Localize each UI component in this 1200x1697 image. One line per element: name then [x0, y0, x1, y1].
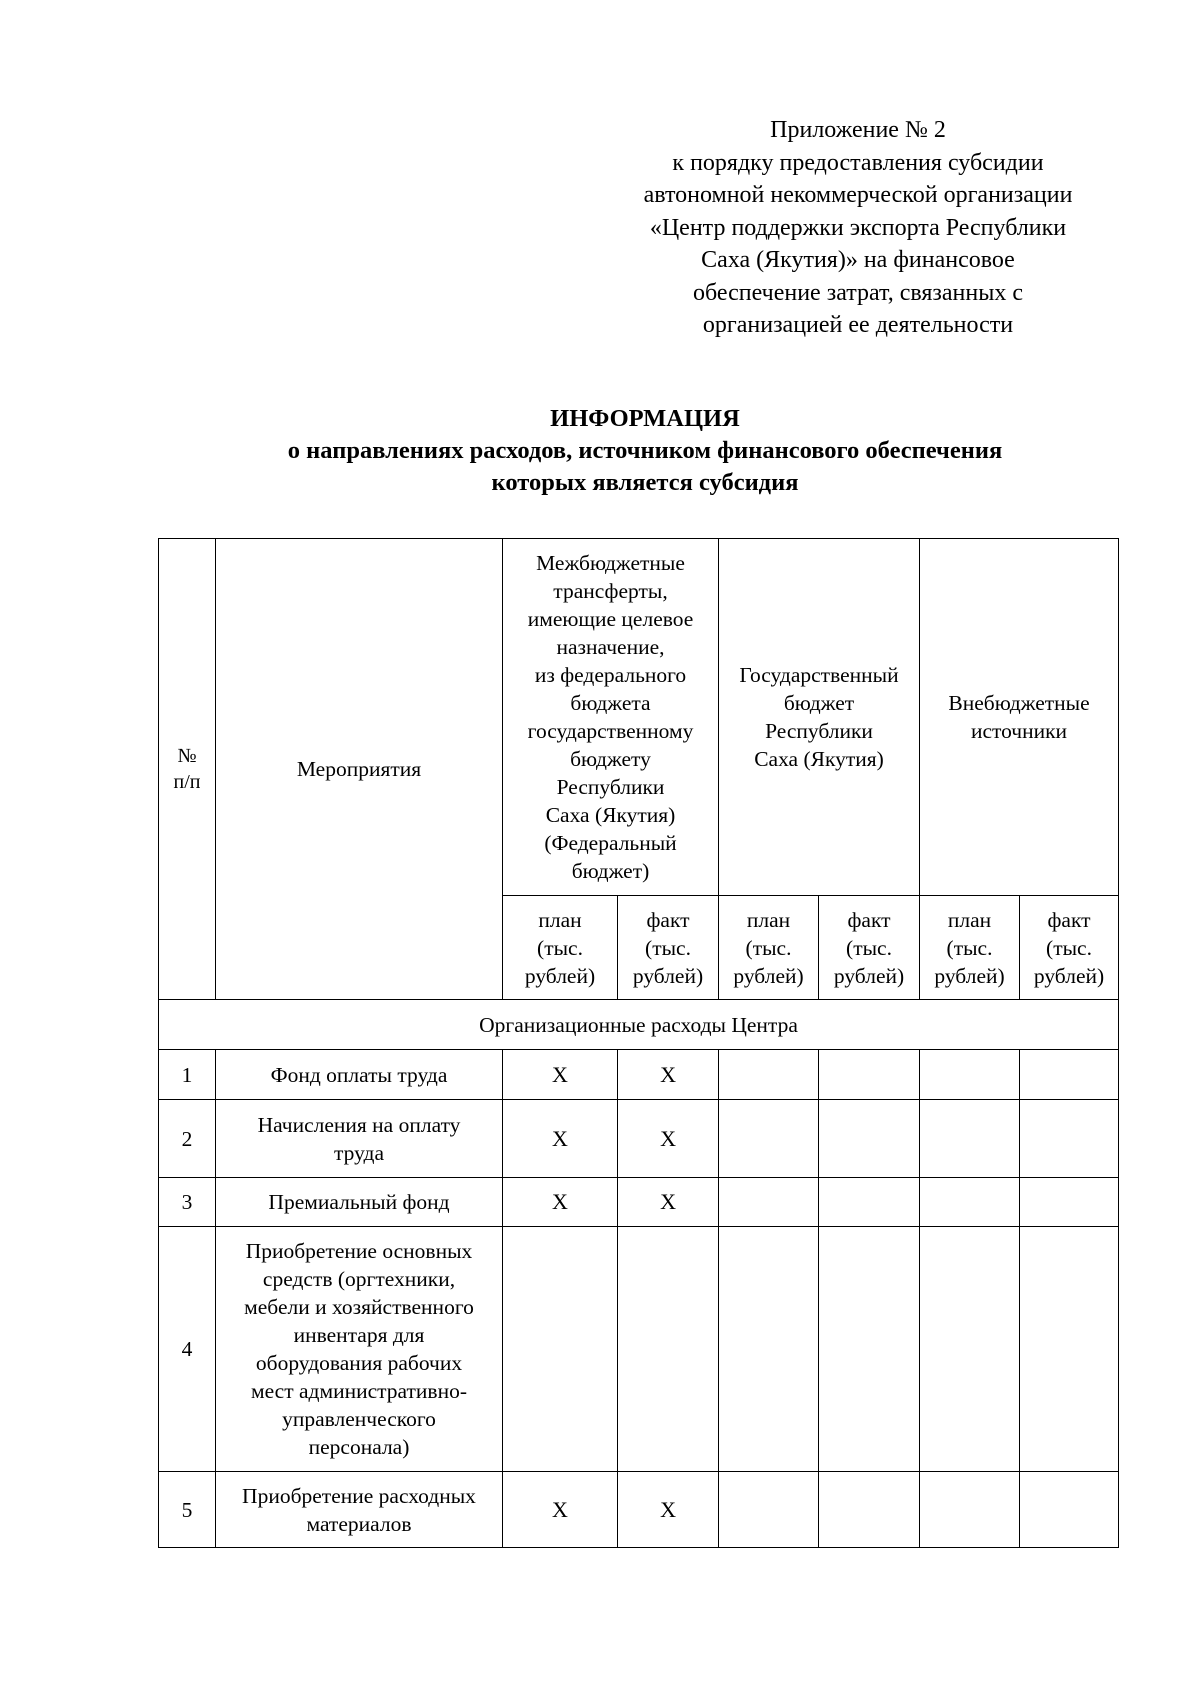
cell-federal-plan: X [503, 1472, 618, 1548]
cell-federal-fact: X [618, 1100, 719, 1178]
appendix-line: к порядку предоставления субсидии [672, 149, 1044, 176]
cell-extra-fact [1020, 1472, 1119, 1548]
cell-extra-plan [920, 1050, 1020, 1100]
header-federal-transfers [503, 539, 719, 896]
appendix-line: Саха (Якутия)» на финансовое [701, 247, 1015, 273]
subheader-line: рублей) [733, 963, 804, 988]
subheader-line: (тыс. [846, 935, 892, 960]
table-row [159, 1178, 1119, 1227]
row-activity-line: Приобретение расходных [242, 1483, 476, 1508]
header-line: имеющие целевое [527, 607, 694, 631]
subheader-line: факт [646, 907, 690, 932]
cell-federal-plan: X [503, 1178, 618, 1227]
row-activity-line: инвентаря для [293, 1323, 425, 1347]
row-activity-line: управленческого [282, 1407, 436, 1431]
subheader-line: рублей) [833, 963, 905, 988]
row-activity [216, 1472, 503, 1548]
subheader-fact [819, 896, 920, 1000]
header-number-line: № [177, 745, 197, 767]
header-line: Внебюджетные [948, 691, 1090, 715]
cell-federal-plan: X [503, 1050, 618, 1100]
section-row [159, 1000, 1119, 1050]
subheader-plan [503, 896, 618, 1000]
row-activity-line: мест административно- [250, 1379, 467, 1403]
cell-federal-fact: X [618, 1050, 719, 1100]
header-line: бюджет) [571, 859, 650, 883]
row-activity-line: Премиальный фонд [268, 1190, 450, 1214]
subheader-line: (тыс. [1046, 935, 1092, 960]
cell-federal-plan: X [503, 1100, 618, 1178]
cell-state-fact [819, 1178, 920, 1227]
header-state-budget [719, 539, 920, 896]
subheader-line: план [746, 907, 791, 932]
subheader-fact [618, 896, 719, 1000]
subheader-line: (тыс. [537, 935, 583, 960]
cell-state-plan [719, 1227, 819, 1472]
table-row [159, 1100, 1119, 1178]
row-activity-line: Фонд оплаты труда [270, 1062, 448, 1087]
row-number: 4 [159, 1227, 216, 1472]
row-activity-line: Начисления на оплату [257, 1112, 461, 1137]
header-line: Саха (Якутия) [545, 803, 676, 827]
header-number [159, 539, 216, 1000]
appendix-note [598, 114, 1118, 342]
cell-extra-fact [1020, 1178, 1119, 1227]
expenses-table [158, 538, 1119, 1548]
subheader-plan [920, 896, 1020, 1000]
row-activity [216, 1178, 503, 1227]
row-activity-line: средств (оргтехники, [262, 1267, 456, 1291]
subheader-line: (тыс. [946, 935, 993, 960]
table-row [159, 1472, 1119, 1548]
appendix-line: автономной некоммерческой организации [643, 182, 1073, 208]
header-line: бюджета [570, 691, 651, 715]
row-number: 1 [159, 1050, 216, 1100]
header-line: Республики [765, 719, 873, 743]
cell-state-fact [819, 1050, 920, 1100]
row-activity-line: оборудования рабочих [255, 1351, 463, 1375]
cell-extra-plan [920, 1227, 1020, 1472]
cell-federal-fact: X [618, 1472, 719, 1548]
cell-extra-plan [920, 1178, 1020, 1227]
title-line: о направлениях расходов, источником финансового обеспечения [287, 437, 1003, 464]
subheader-line: факт [1047, 907, 1091, 932]
cell-state-fact [819, 1100, 920, 1178]
title-line: которых является субсидия [491, 469, 799, 496]
subheader-line: рублей) [1033, 963, 1105, 988]
cell-state-plan [719, 1472, 819, 1548]
cell-state-fact [819, 1472, 920, 1548]
row-activity-line: мебели и хозяйственного [244, 1295, 474, 1319]
header-extrabudgetary [920, 539, 1119, 896]
document-title [150, 403, 1140, 499]
table-row [159, 1227, 1119, 1472]
section-title: Организационные расходы Центра [159, 1000, 1119, 1050]
cell-extra-fact [1020, 1050, 1119, 1100]
cell-extra-fact [1020, 1227, 1119, 1472]
subheader-line: (тыс. [645, 935, 691, 960]
header-line: Саха (Якутия) [754, 747, 884, 771]
title-line: ИНФОРМАЦИЯ [550, 405, 740, 432]
row-activity [216, 1100, 503, 1178]
row-number: 5 [159, 1472, 216, 1548]
row-activity [216, 1227, 503, 1472]
subheader-fact [1020, 896, 1119, 1000]
header-number-line: п/п [173, 771, 201, 793]
cell-federal-plan [503, 1227, 618, 1472]
appendix-line: «Центр поддержки экспорта Республики [649, 214, 1067, 241]
row-activity-line: материалов [306, 1511, 412, 1536]
header-line: государственному [527, 719, 694, 743]
header-activity: Мероприятия [216, 539, 503, 1000]
cell-state-fact [819, 1227, 920, 1472]
subheader-line: (тыс. [745, 935, 792, 960]
header-line: (Федеральный [544, 831, 677, 855]
appendix-line: организацией ее деятельности [702, 312, 1014, 338]
appendix-line: обеспечение затрат, связанных с [692, 279, 1024, 306]
header-line: Республики [556, 775, 665, 799]
row-activity-line: персонала) [308, 1435, 410, 1459]
cell-federal-fact [618, 1227, 719, 1472]
cell-state-plan [719, 1100, 819, 1178]
cell-state-plan [719, 1178, 819, 1227]
cell-federal-fact: X [618, 1178, 719, 1227]
header-line: Государственный [739, 663, 899, 687]
cell-extra-plan [920, 1100, 1020, 1178]
subheader-line: рублей) [934, 963, 1005, 988]
header-line: бюджет [783, 691, 855, 715]
subheader-line: план [538, 907, 582, 932]
header-line: из федерального [534, 663, 687, 687]
subheader-line: факт [847, 907, 891, 932]
row-activity [216, 1050, 503, 1100]
subheader-line: план [947, 907, 992, 932]
table-row [159, 1050, 1119, 1100]
subheader-line: рублей) [632, 963, 704, 988]
cell-extra-fact [1020, 1100, 1119, 1178]
row-activity-line: Приобретение основных [245, 1239, 473, 1263]
cell-extra-plan [920, 1472, 1020, 1548]
header-line: Межбюджетные [536, 551, 685, 575]
header-line: источники [970, 719, 1068, 743]
header-line: трансферты, [553, 579, 668, 603]
cell-state-plan [719, 1050, 819, 1100]
header-row [159, 539, 1119, 896]
row-number: 3 [159, 1178, 216, 1227]
row-activity-line: труда [333, 1140, 384, 1165]
header-line: назначение, [556, 635, 665, 659]
row-number: 2 [159, 1100, 216, 1178]
header-line: бюджету [570, 747, 651, 771]
subheader-plan [719, 896, 819, 1000]
appendix-line: Приложение № 2 [770, 117, 946, 143]
subheader-line: рублей) [524, 963, 596, 988]
